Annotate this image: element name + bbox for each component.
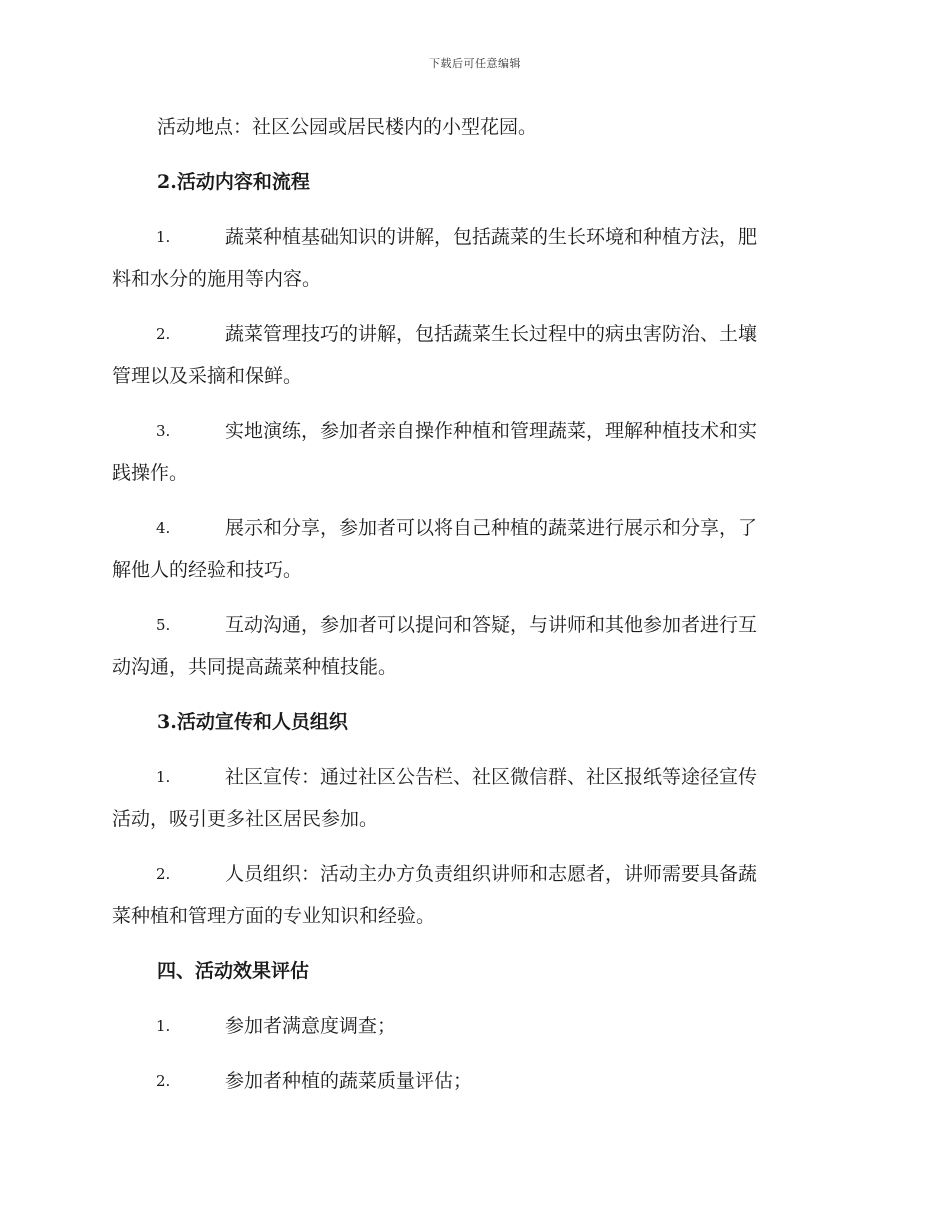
list-item-number: 4. bbox=[156, 519, 171, 537]
section-heading-evaluation: 四、活动效果评估 bbox=[157, 960, 310, 982]
list-item-number: 2. bbox=[156, 325, 171, 343]
list-item-text: 展示和分享，参加者可以将自己种植的蔬菜进行展示和分享，了 bbox=[225, 517, 758, 539]
list-item-text-continued: 动沟通，共同提高蔬菜种植技能。 bbox=[112, 656, 398, 678]
location-paragraph: 活动地点：社区公园或居民楼内的小型花园。 bbox=[157, 116, 538, 138]
list-item-text: 实地演练，参加者亲自操作种植和管理蔬菜，理解种植技术和实 bbox=[225, 420, 758, 442]
list-item-text-continued: 践操作。 bbox=[112, 462, 189, 484]
section-heading-content-flow: 2.活动内容和流程 bbox=[157, 171, 310, 193]
list-item-text-continued: 料和水分的施用等内容。 bbox=[112, 268, 322, 290]
list-item-text: 蔬菜管理技巧的讲解，包括蔬菜生长过程中的病虫害防治、土壤 bbox=[225, 323, 758, 345]
list-item-text: 蔬菜种植基础知识的讲解，包括蔬菜的生长环境和种植方法，肥 bbox=[225, 226, 758, 248]
list-item-text: 互动沟通，参加者可以提问和答疑，与讲师和其他参加者进行互 bbox=[225, 614, 758, 636]
page-header: 下载后可任意编辑 bbox=[429, 57, 521, 70]
list-item-text-continued: 菜种植和管理方面的专业知识和经验。 bbox=[112, 905, 436, 927]
list-item-number: 5. bbox=[156, 616, 171, 634]
list-item-text-continued: 解他人的经验和技巧。 bbox=[112, 559, 303, 581]
list-item-number: 1. bbox=[156, 228, 171, 246]
list-item-text: 人员组织：活动主办方负责组织讲师和志愿者，讲师需要具备蔬 bbox=[225, 863, 758, 885]
list-item-number: 1. bbox=[156, 1017, 171, 1035]
list-item-text: 参加者满意度调查； bbox=[225, 1015, 397, 1037]
section-heading-promotion-organization: 3.活动宣传和人员组织 bbox=[157, 711, 348, 733]
list-item-text-continued: 管理以及采摘和保鲜。 bbox=[112, 365, 303, 387]
list-item-number: 3. bbox=[156, 422, 171, 440]
list-item-text-continued: 活动，吸引更多社区居民参加。 bbox=[112, 808, 379, 830]
list-item-number: 1. bbox=[156, 768, 171, 786]
list-item-number: 2. bbox=[156, 1072, 171, 1090]
list-item-number: 2. bbox=[156, 865, 171, 883]
list-item-text: 参加者种植的蔬菜质量评估； bbox=[225, 1070, 473, 1092]
list-item-text: 社区宣传：通过社区公告栏、社区微信群、社区报纸等途径宣传 bbox=[225, 766, 758, 788]
